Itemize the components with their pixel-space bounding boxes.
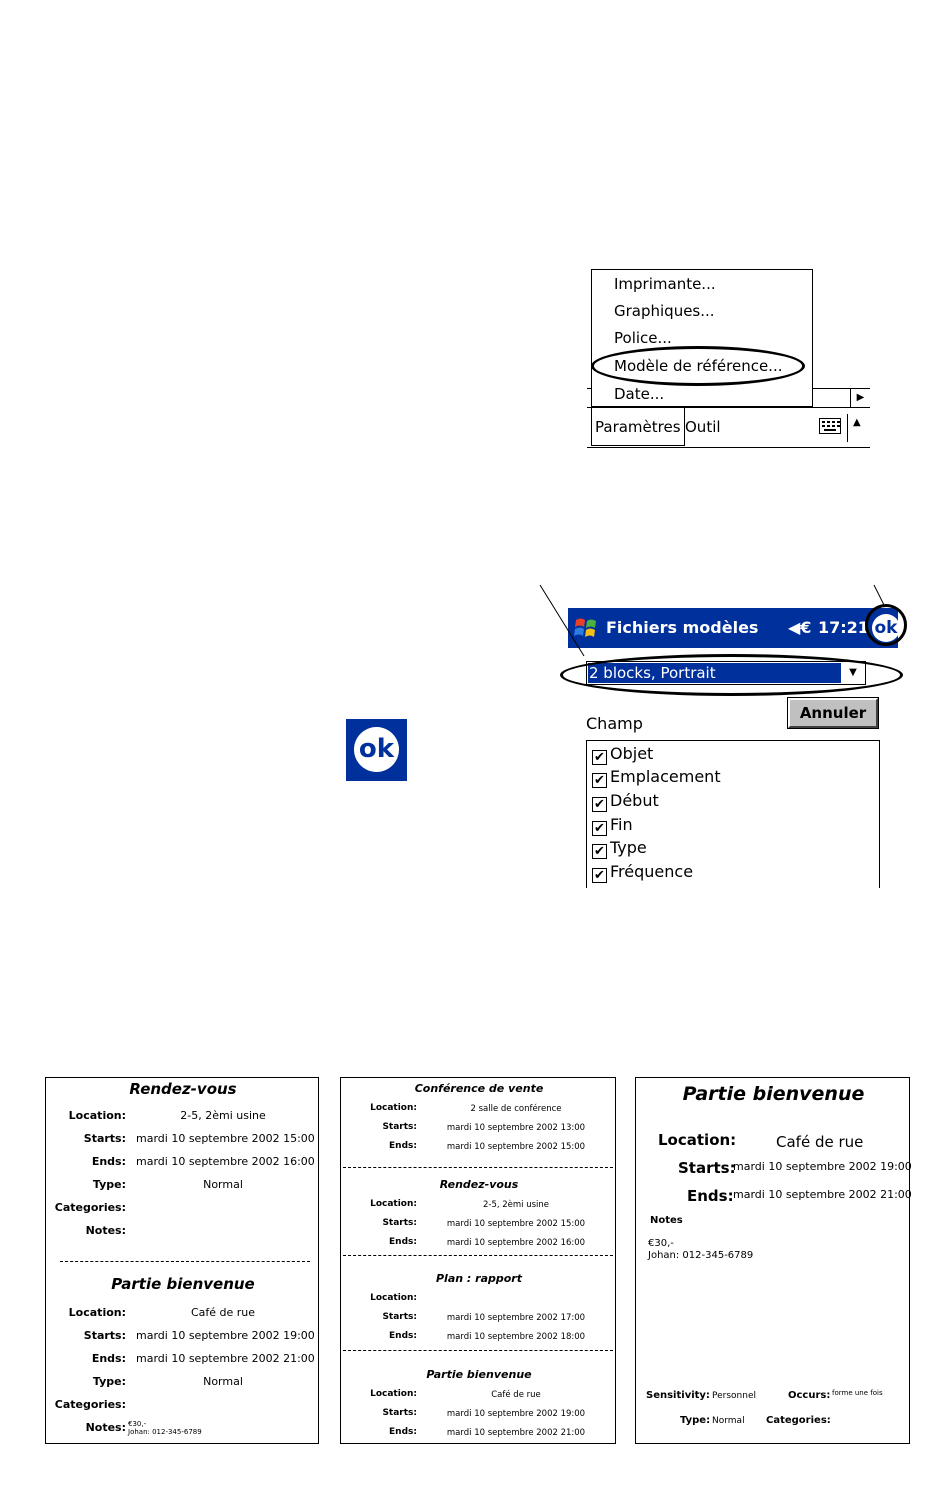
checkbox-checked-icon[interactable]: ✔ xyxy=(592,844,607,859)
menu-item-graphiques[interactable]: Graphiques... xyxy=(614,302,715,320)
field-list xyxy=(586,740,880,888)
template-select-value: 2 blocks, Portrait xyxy=(588,663,841,683)
value-ends: mardi 10 septembre 2002 18:00 xyxy=(446,1332,586,1342)
label-starts: Starts: xyxy=(382,1218,417,1228)
value-ends: mardi 10 septembre 2002 16:00 xyxy=(136,1155,315,1168)
block-title: Partie bienvenue xyxy=(426,1368,532,1381)
dashed-separator xyxy=(60,1261,310,1262)
label-location: Location: xyxy=(370,1103,417,1113)
value-starts: mardi 10 septembre 2002 19:00 xyxy=(136,1329,315,1342)
label-notes: Notes xyxy=(650,1215,683,1226)
highlight-ellipse-select xyxy=(560,654,903,696)
block-title: Plan : rapport xyxy=(436,1272,522,1285)
value-starts: mardi 10 septembre 2002 17:00 xyxy=(446,1313,586,1323)
speaker-icon[interactable]: ◀€ xyxy=(788,618,812,637)
field-label: Fréquence xyxy=(610,862,694,881)
preview-two-blocks xyxy=(45,1077,319,1444)
title-bar xyxy=(568,608,898,648)
label-starts: Starts: xyxy=(382,1312,417,1322)
label-type: Type: xyxy=(680,1415,711,1426)
label-location: Location: xyxy=(370,1199,417,1209)
scroll-right-arrow-icon[interactable]: ▶ xyxy=(850,389,870,407)
block-title: Rendez-vous xyxy=(439,1178,519,1191)
label-starts: Starts: xyxy=(83,1132,126,1145)
field-list-label: Champ xyxy=(586,714,643,733)
field-row-fin[interactable] xyxy=(592,814,633,836)
checkbox-checked-icon[interactable]: ✔ xyxy=(592,821,607,836)
ok-icon xyxy=(346,719,407,781)
tab-outil[interactable]: Outil xyxy=(685,418,721,436)
value-starts: mardi 10 septembre 2002 15:00 xyxy=(136,1132,315,1145)
field-label: Objet xyxy=(610,744,654,763)
label-categories: Categories: xyxy=(766,1415,831,1426)
value-ends: mardi 10 septembre 2002 21:00 xyxy=(446,1428,586,1438)
cancel-button[interactable]: Annuler xyxy=(788,698,878,728)
value-location: 2-5, 2èmi usine xyxy=(180,1109,266,1122)
value-location: Café de rue xyxy=(190,1306,256,1319)
value-type: Normal xyxy=(203,1178,243,1191)
field-row-emplacement[interactable] xyxy=(592,766,721,788)
label-location: Location: xyxy=(68,1306,126,1319)
label-starts: Starts: xyxy=(678,1159,736,1177)
up-arrow-icon[interactable]: ▲ xyxy=(853,417,861,428)
value-location: 2-5, 2èmi usine xyxy=(482,1200,550,1210)
chevron-down-icon[interactable]: ▼ xyxy=(849,667,857,678)
block-title: Rendez-vous xyxy=(129,1080,237,1098)
value-location: Café de rue xyxy=(491,1390,541,1400)
block-title: Partie bienvenue xyxy=(111,1275,255,1293)
clock-time: 17:21 xyxy=(818,618,869,637)
value-sensitivity: Personnel xyxy=(712,1391,756,1401)
preview-single-block xyxy=(635,1077,910,1444)
field-label: Début xyxy=(610,791,659,810)
settings-popup-menu xyxy=(591,269,813,407)
dashed-separator xyxy=(343,1255,613,1256)
label-categories: Categories: xyxy=(54,1398,126,1411)
value-ends: mardi 10 septembre 2002 21:00 xyxy=(733,1188,912,1201)
value-starts: mardi 10 septembre 2002 15:00 xyxy=(446,1219,586,1229)
ok-icon-glyph: ok xyxy=(354,727,399,772)
templates-screenshot xyxy=(568,606,908,888)
value-location: Café de rue xyxy=(776,1133,864,1151)
label-location: Location: xyxy=(658,1131,737,1149)
highlight-ellipse-ok xyxy=(865,604,907,646)
preview-four-blocks xyxy=(340,1077,616,1444)
label-ends: Ends: xyxy=(389,1331,417,1341)
label-location: Location: xyxy=(370,1293,417,1303)
windows-start-icon[interactable] xyxy=(570,612,602,644)
menu-screenshot xyxy=(587,268,870,450)
checkbox-checked-icon[interactable]: ✔ xyxy=(592,750,607,765)
highlight-ellipse xyxy=(591,346,805,386)
label-notes: Notes: xyxy=(85,1224,126,1237)
menubar-bottom-border xyxy=(587,447,870,448)
tab-parametres[interactable]: Paramètres xyxy=(591,408,685,446)
field-label: Type xyxy=(610,838,647,857)
checkbox-checked-icon[interactable]: ✔ xyxy=(592,797,607,812)
value-starts: mardi 10 septembre 2002 13:00 xyxy=(446,1123,586,1133)
menu-item-imprimante[interactable]: Imprimante... xyxy=(614,275,716,293)
field-row-debut[interactable] xyxy=(592,790,659,812)
notes-value xyxy=(648,1238,753,1262)
block-title: Conférence de vente xyxy=(414,1082,544,1095)
dashed-separator xyxy=(343,1350,613,1351)
menu-item-police[interactable]: Police... xyxy=(614,329,672,347)
label-ends: Ends: xyxy=(91,1352,126,1365)
value-location: 2 salle de conférence xyxy=(470,1104,562,1114)
label-type: Type: xyxy=(92,1178,126,1191)
notes-line: Johan: 012-345-6789 xyxy=(128,1428,202,1436)
value-starts: mardi 10 septembre 2002 19:00 xyxy=(446,1409,586,1419)
label-starts: Starts: xyxy=(83,1329,126,1342)
dashed-separator xyxy=(343,1167,613,1168)
label-location: Location: xyxy=(370,1389,417,1399)
label-ends: Ends: xyxy=(389,1141,417,1151)
value-ends: mardi 10 septembre 2002 21:00 xyxy=(136,1352,315,1365)
value-type: Normal xyxy=(203,1375,243,1388)
menubar-divider xyxy=(847,414,848,442)
field-label: Emplacement xyxy=(610,767,721,786)
value-ends: mardi 10 septembre 2002 16:00 xyxy=(446,1238,586,1248)
label-ends: Ends: xyxy=(91,1155,126,1168)
label-occurs: Occurs: xyxy=(788,1390,831,1401)
field-label: Fin xyxy=(610,815,633,834)
checkbox-checked-icon[interactable]: ✔ xyxy=(592,868,607,883)
menu-bar xyxy=(587,408,870,448)
menu-item-date[interactable]: Date... xyxy=(614,385,665,403)
notes-value xyxy=(128,1420,202,1436)
label-starts: Starts: xyxy=(382,1408,417,1418)
label-type: Type: xyxy=(92,1375,126,1388)
value-starts: mardi 10 septembre 2002 19:00 xyxy=(733,1160,912,1173)
label-starts: Starts: xyxy=(382,1122,417,1132)
field-row-frequence[interactable] xyxy=(592,861,693,883)
label-notes: Notes: xyxy=(85,1421,126,1434)
block-title: Partie bienvenue xyxy=(682,1083,865,1105)
value-type: Normal xyxy=(712,1416,745,1426)
label-ends: Ends: xyxy=(389,1427,417,1437)
label-location: Location: xyxy=(68,1109,126,1122)
notes-line: Johan: 012-345-6789 xyxy=(648,1250,754,1261)
menu-item-modele-de-reference[interactable]: Modèle de référence... xyxy=(614,357,783,375)
checkbox-checked-icon[interactable]: ✔ xyxy=(592,773,607,788)
ok-button[interactable]: ok xyxy=(872,614,900,642)
keyboard-icon[interactable] xyxy=(819,418,841,434)
window-title: Fichiers modèles xyxy=(606,618,759,637)
notes-line: €30,- xyxy=(128,1420,147,1428)
value-ends: mardi 10 septembre 2002 15:00 xyxy=(446,1142,586,1152)
label-ends: Ends: xyxy=(687,1187,734,1205)
label-sensitivity: Sensitivity: xyxy=(646,1390,710,1401)
label-ends: Ends: xyxy=(389,1237,417,1247)
field-row-objet[interactable] xyxy=(592,743,653,765)
label-categories: Categories: xyxy=(54,1201,126,1214)
field-row-type[interactable] xyxy=(592,837,647,859)
value-occurs: forme une fois xyxy=(832,1389,883,1397)
notes-line: €30,- xyxy=(648,1238,674,1249)
